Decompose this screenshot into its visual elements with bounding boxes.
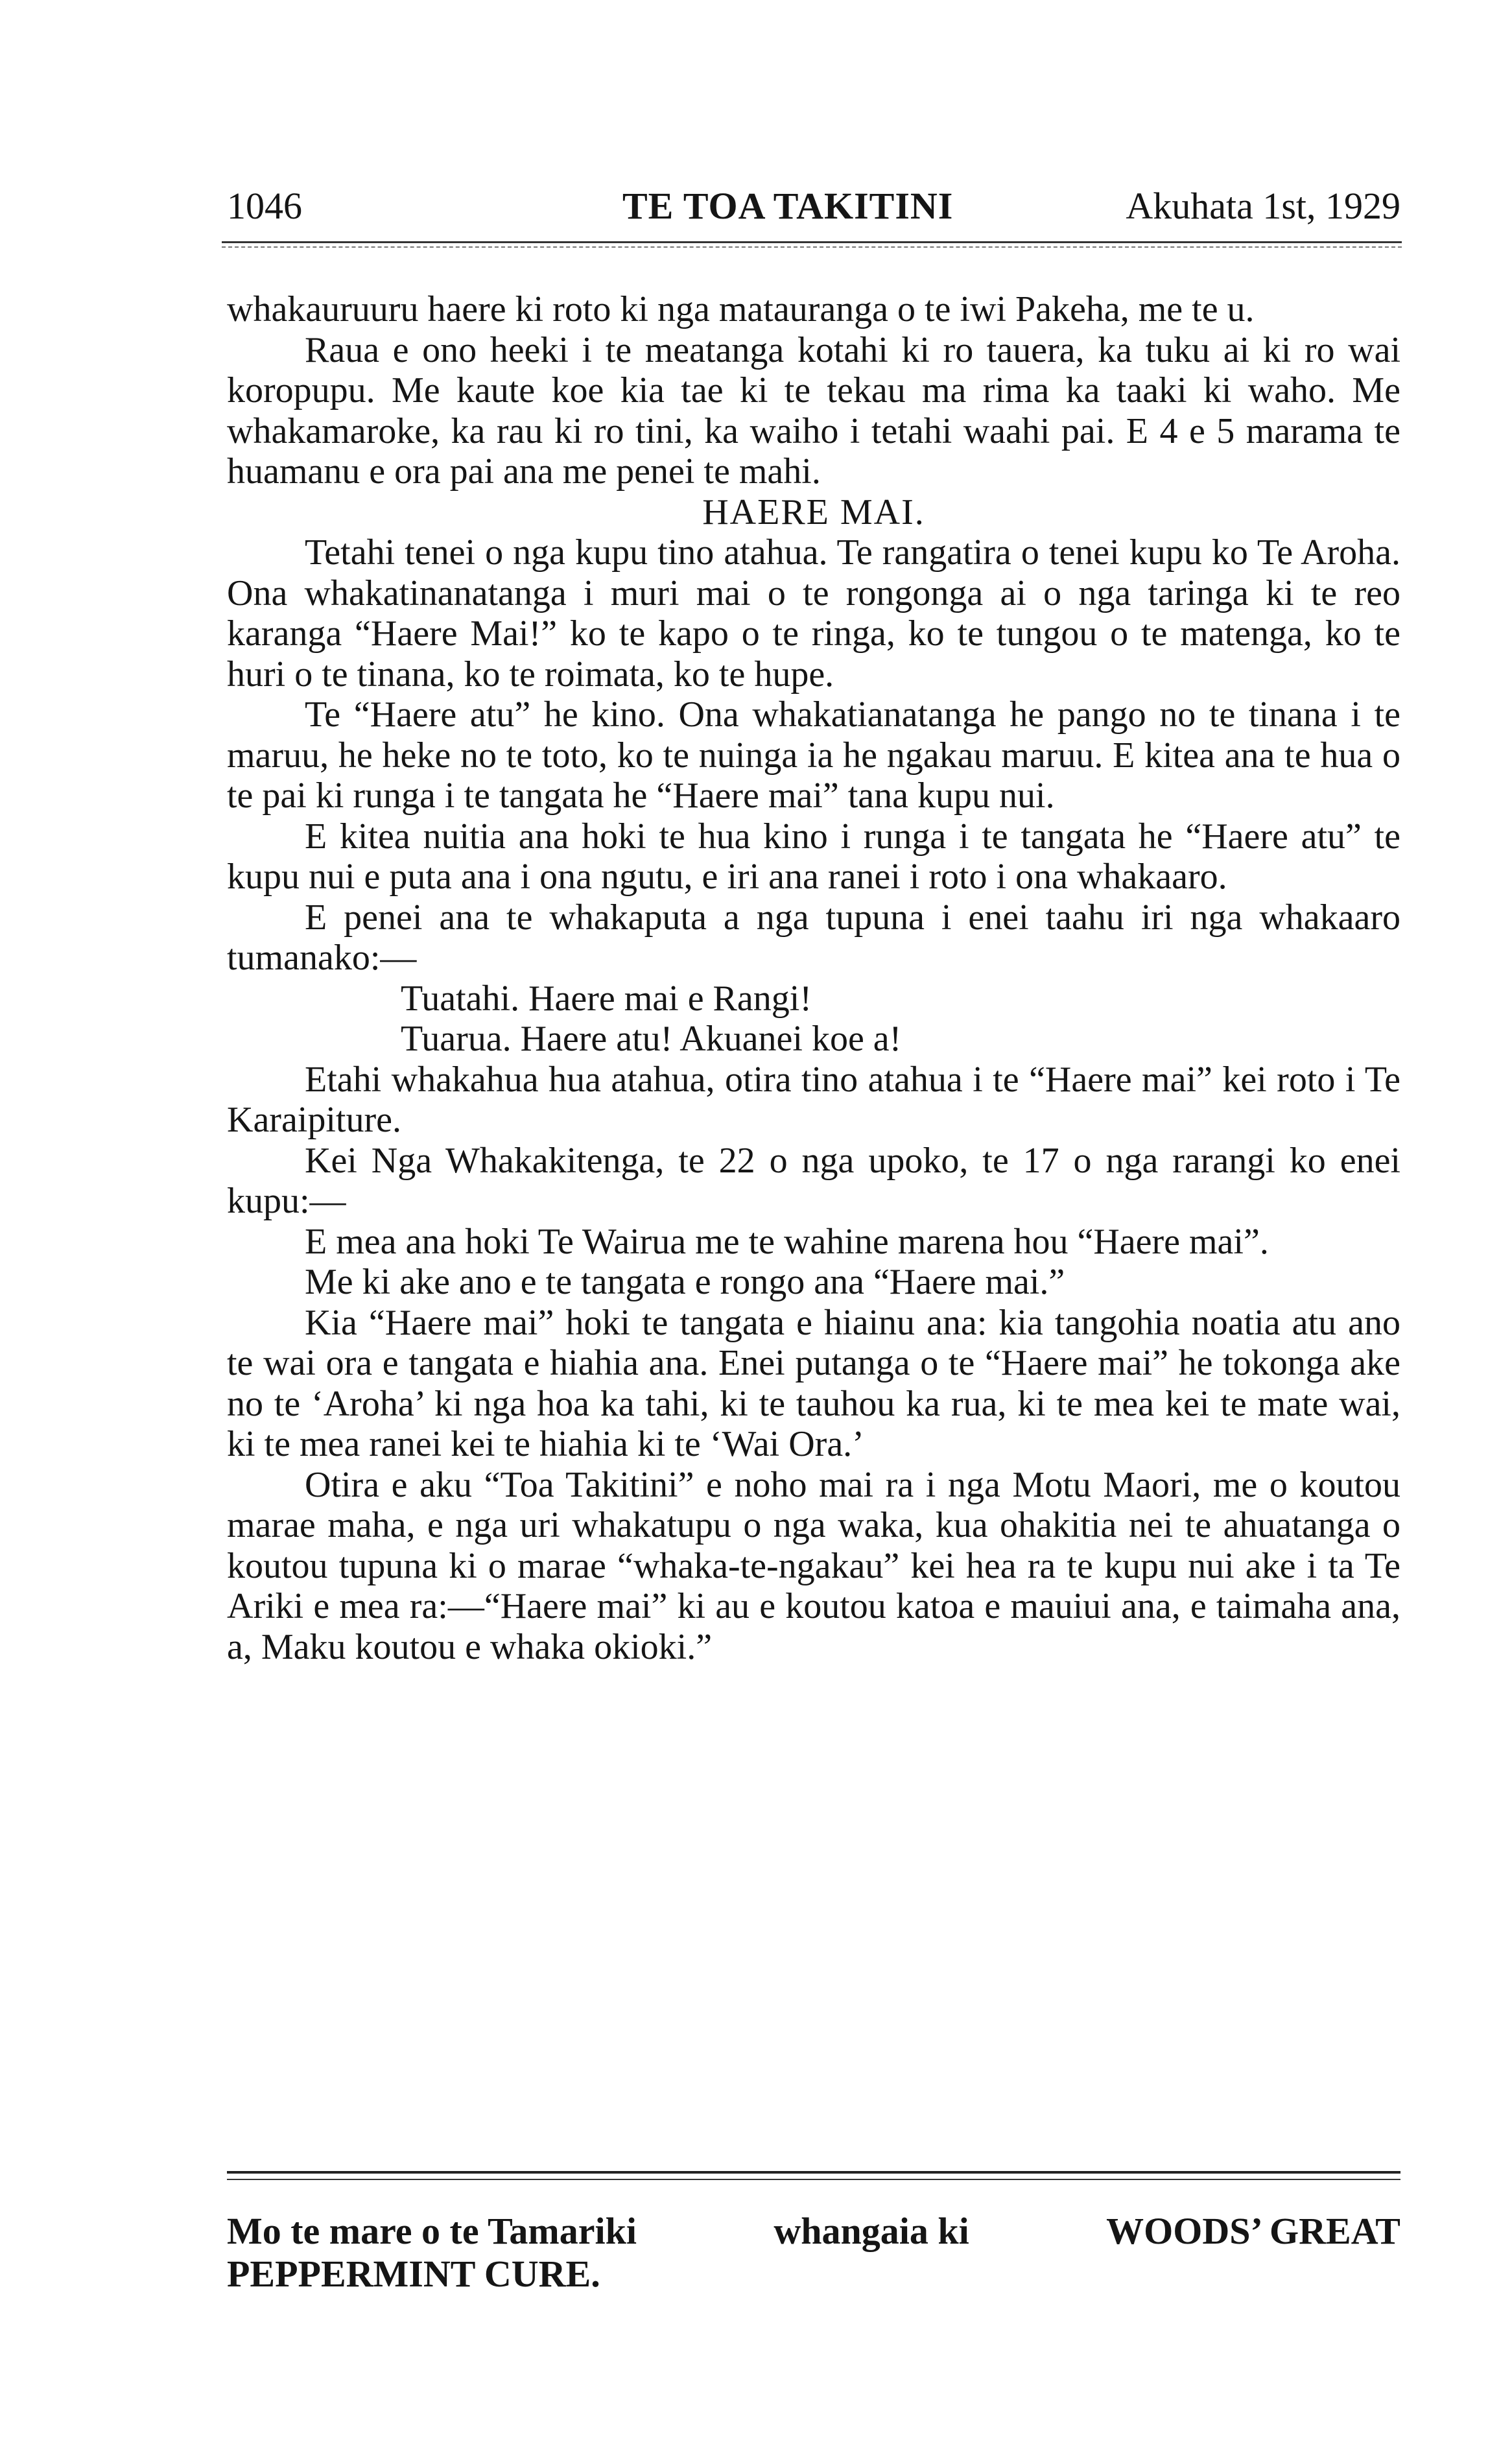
paragraph-karaipiture: Etahi whakahua hua atahua, otira tino atahua i te “Haere mai” kei roto i Te Karaipiture. — [227, 1059, 1400, 1140]
paragraph-whakakitenga: Kei Nga Whakakitenga, te 22 o nga upoko, te 17 o nga rarangi ko enei kupu:— — [227, 1140, 1400, 1221]
paragraph-egg-preservation: Raua e ono heeki i te meatanga kotahi ki ro tauera, ka tuku ai ki ro wai koropupu. Me kaute koe kia tae ki te tekau ma rima ka taaki ki waho. Me whakamaroke, ka rau ki ro tini, ka waiho i tetahi waahi pai. E 4 e 5 marama te huamanu e ora pai ana me penei te mahi. — [227, 329, 1400, 492]
article-body — [227, 289, 1400, 1667]
bottom-rule — [227, 2171, 1400, 2174]
verse-wairua: E mea ana hoki Te Wairua me te wahine marena hou “Haere mai”. — [305, 1221, 1269, 1262]
verse-rongo: Me ki ake ano e te tangata e rongo ana “Haere mai.” — [305, 1262, 1065, 1302]
ad-text-part3: WOODS’ GREAT — [1106, 2210, 1400, 2252]
quote-tuatahi: Tuatahi. Haere mai e Rangi! — [401, 978, 812, 1019]
ad-text-part2: whangaia ki — [774, 2210, 969, 2252]
quote-tuarua: Tuarua. Haere atu! Akuanei koe a! — [401, 1019, 902, 1059]
advertisement — [227, 2210, 1400, 2296]
ad-line-1 — [227, 2210, 1400, 2253]
bottom-rule-secondary — [227, 2179, 1400, 2180]
ad-text-part1: Mo te mare o te Tamariki — [227, 2210, 637, 2252]
journal-title: TE TOA TAKITINI — [622, 185, 954, 227]
paragraph-toa-takitini: Otira e aku “Toa Takitini” e noho mai ra i nga Motu Maori, me o koutou marae maha, e nga uri whakatupu o nga waka, kua ohakitia nei te ahuatanga o koutou tupuna ki o marae “whaka-te-ngakau” kei hea ra te kupu nui ake i ta Te Ariki e mea ra:—“Haere mai” ki au e koutou katoa e mauiui ana, e taimaha ana, a, Maku koutou e whaka okioki.” — [227, 1464, 1400, 1667]
page-number: 1046 — [227, 185, 302, 227]
verse-hiainu: Kia “Haere mai” hoki te tangata e hiainu ana: kia tangohia noatia atu ano te wai ora e tangata e hiahia ana. Enei putanga o te “Haere mai” he tokonga ake no te ‘Aroha’ ki nga hoa ka tahi, ki te tauhou ka rua, ki te mea kei te mate wai, ki te mea ranei kei te hiahia ki te ‘Wai Ora.’ — [227, 1302, 1400, 1464]
section-heading: HAERE MAI. — [702, 492, 925, 532]
issue-date: Akuhata 1st, 1929 — [1126, 185, 1400, 227]
paragraph-haere-atu: Te “Haere atu” he kino. Ona whakatianatanga he pango no te tinana i te maruu, he heke no te toto, ko te nuinga ia he ngakau maruu. E kitea ana te hua o te pai ki runga i te tangata he “Haere mai” tana kupu nui. — [227, 694, 1400, 816]
ad-text-part4: PEPPERMINT CURE. — [227, 2253, 600, 2295]
paragraph-continuation: whakauruuru haere ki roto ki nga matauranga o te iwi Pakeha, me te u. — [227, 289, 1255, 329]
header-rule-secondary — [222, 246, 1402, 248]
paragraph-kitea: E kitea nuitia ana hoki te hua kino i runga i te tangata he “Haere atu” te kupu nui e puta ana i ona ngutu, e iri ana ranei i roto i ona whakaaro. — [227, 816, 1400, 897]
page-header — [227, 180, 1400, 232]
header-rule — [222, 241, 1402, 243]
paragraph-tupuna: E penei ana te whakaputa a nga tupuna i enei taahu iri nga whakaaro tumanako:— — [227, 897, 1400, 978]
paragraph-aroha: Tetahi tenei o nga kupu tino atahua. Te rangatira o tenei kupu ko Te Aroha. Ona whakatinanatanga i muri mai o te rongonga ai o nga taringa ki te reo karanga “Haere Mai!” ko te kapo o te ringa, ko te tungou o te matenga, ko te huri o te tinana, ko te roimata, ko te hupe. — [227, 532, 1400, 694]
